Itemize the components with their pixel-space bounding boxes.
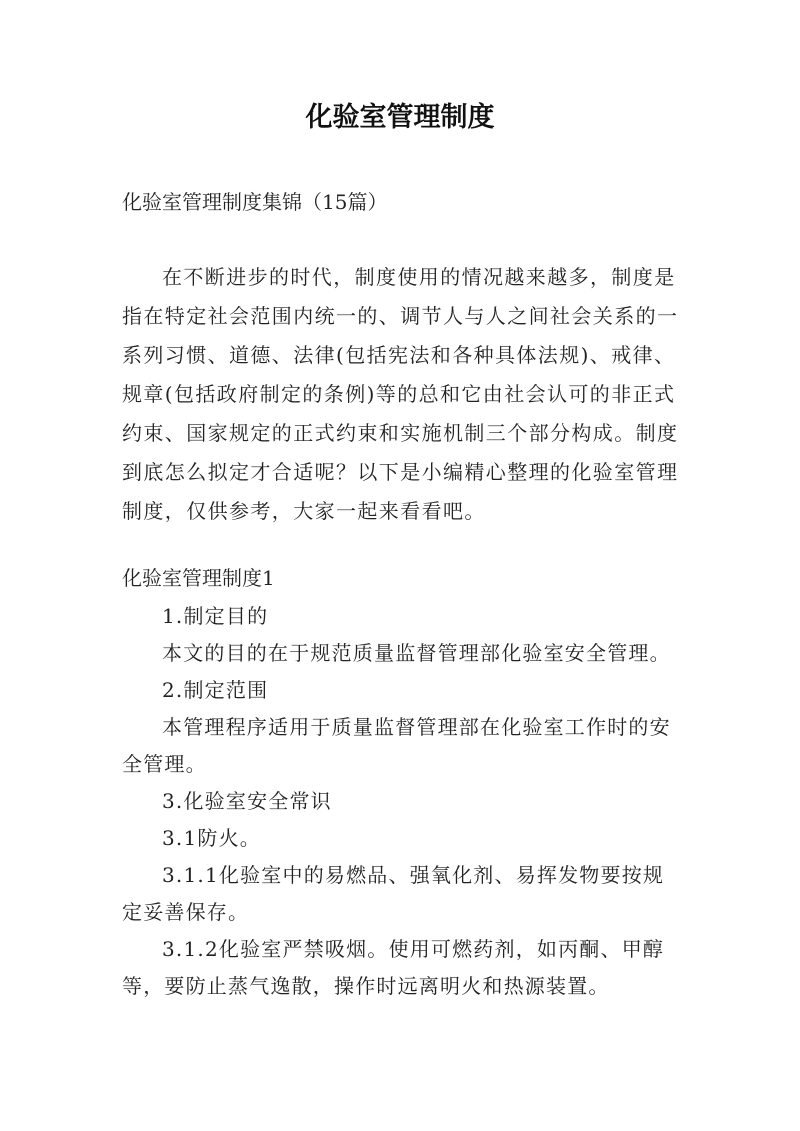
item-fire-heading: 3.1防火。 — [162, 826, 262, 850]
item-scope-text: 本管理程序适用于质量监督管理部在化验室工作时的安全管理。 — [122, 715, 671, 776]
document-subtitle: 化验室管理制度集锦（15篇） — [122, 190, 388, 214]
intro-paragraph — [122, 258, 682, 531]
section-heading: 化验室管理制度1 — [122, 566, 275, 590]
intro-text: 在不断进步的时代，制度使用的情况越来越多，制度是指在特定社会范围内统一的、调节人与人之间社会关系的一系列习惯、道德、法律(包括宪法和各种具体法规)、戒律、规章(包括政府制定的条例)等的总和它由社会认可的非正式约束、国家规定的正式约束和实施机制三个部分构成。制度到底怎么拟定才合适呢？以下是小编精心整理的化验室管理制度，仅供参考，大家一起来看看吧。 — [122, 265, 679, 523]
item-purpose-text: 本文的目的在于规范质量监督管理部化验室安全管理。 — [162, 641, 671, 665]
item-fire-storage: 3.1.1化验室中的易燃品、强氧化剂、易挥发物要按规定妥善保存。 — [122, 863, 665, 924]
item-purpose-heading: 1.制定目的 — [162, 604, 269, 628]
item-scope-heading: 2.制定范围 — [162, 678, 269, 702]
document-title: 化验室管理制度 — [305, 102, 495, 133]
item-fire-smoking: 3.1.2化验室严禁吸烟。使用可燃药剂，如丙酮、甲醇等，要防止蒸气逸散，操作时远离明火和热源装置。 — [122, 937, 665, 998]
item-safety-heading: 3.化验室安全常识 — [162, 789, 332, 813]
